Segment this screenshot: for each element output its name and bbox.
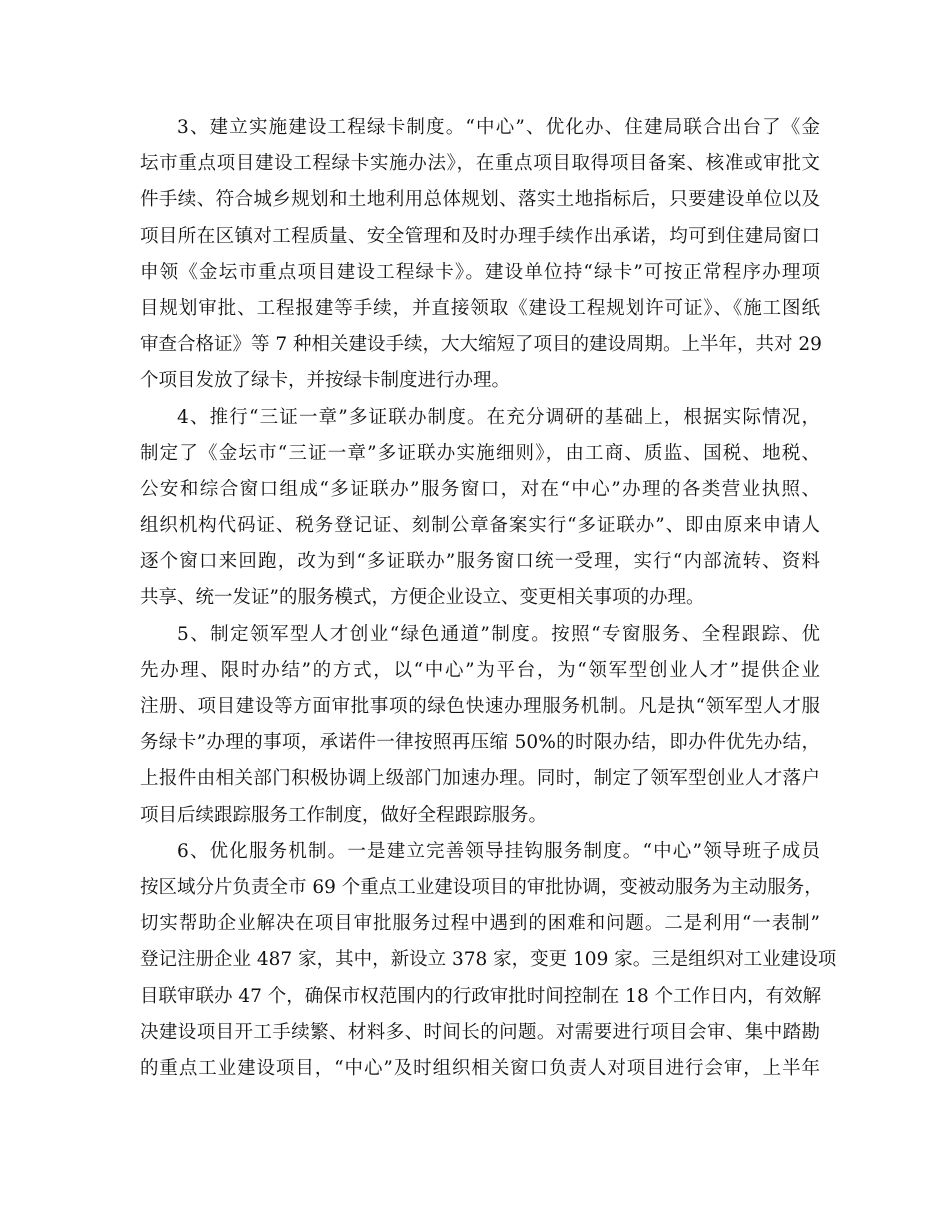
paragraph-line: 目规划审批、工程报建等手续，并直接领取《建设工程规划许可证》、《施工图纸 [140, 297, 820, 319]
paragraph-first-line: 6、优化服务机制。一是建立完善领导挂钩服务制度。“中心”领导班子成员 [177, 840, 820, 862]
paragraph-line: 共享、统一发证”的服务模式，方便企业设立、变更相关事项的办理。 [140, 587, 705, 609]
paragraph-line: 务绿卡”办理的事项，承诺件一律按照再压缩 50%的时限办结，即办件优先办结， [140, 732, 820, 754]
document-body [140, 110, 837, 1087]
paragraph-line: 项目后续跟踪服务工作制度，做好全程跟踪服务。 [140, 804, 548, 826]
paragraph-line: 坛市重点项目建设工程绿卡实施办法》，在重点项目取得项目备案、核准或审批文 [140, 153, 820, 175]
paragraph-line: 登记注册企业 487 家，其中，新设立 378 家，变更 109 家。三是组织对工业建设项 [140, 949, 837, 971]
paragraph-first-line: 4、推行“三证一章”多证联办制度。在充分调研的基础上，根据实际情况， [177, 406, 820, 428]
paragraph-line: 先办理、限时办结”的方式，以“中心”为平台，为“领军型创业人才”提供企业 [140, 659, 820, 681]
paragraph-line: 个项目发放了绿卡，并按绿卡制度进行办理。 [140, 370, 511, 392]
paragraph-line: 目联审联办 47 个，确保市权范围内的行政审批时间控制在 18 个工作日内，有效解 [140, 985, 822, 1007]
paragraph-first-line: 5、制定领军型人才创业“绿色通道”制度。按照“专窗服务、全程跟踪、优 [177, 623, 820, 645]
paragraph-line: 组织机构代码证、税务登记证、刻制公章备案实行“多证联办”、即由原来申请人 [140, 515, 820, 537]
paragraph-line: 审查合格证》等 7 种相关建设手续，大大缩短了项目的建设周期。上半年，共对 29 [140, 334, 822, 356]
paragraph-line: 按区域分片负责全市 69 个重点工业建设项目的审批协调，变被动服务为主动服务， [140, 876, 823, 898]
paragraph-line: 上报件由相关部门积极协调上级部门加速办理。同时，制定了领军型创业人才落户 [140, 768, 820, 790]
paragraph-line: 切实帮助企业解决在项目审批服务过程中遇到的困难和问题。二是利用“一表制” [140, 913, 820, 935]
paragraph-line: 注册、项目建设等方面审批事项的绿色快速办理服务机制。凡是执“领军型人才服 [140, 696, 820, 717]
paragraph-line: 制定了《金坛市“三证一章”多证联办实施细则》，由工商、质监、国税、地税、 [140, 442, 820, 464]
paragraph-first-line: 3、建立实施建设工程绿卡制度。“中心”、优化办、住建局联合出台了《金 [177, 117, 820, 138]
paragraph-line: 公安和综合窗口组成“多证联办”服务窗口，对在“中心”办理的各类营业执照、 [140, 478, 820, 500]
paragraph-line: 申领《金坛市重点项目建设工程绿卡》。建设单位持“绿卡”可按正常程序办理项 [140, 261, 820, 283]
paragraph-line: 项目所在区镇对工程质量、安全管理和及时办理手续作出承诺，均可到住建局窗口 [140, 225, 820, 247]
paragraph-line: 决建设项目开工手续繁、材料多、时间长的问题。对需要进行项目会审、集中踏勘 [140, 1021, 820, 1043]
paragraph-line: 的重点工业建设项目，“中心”及时组织相关窗口负责人对项目进行会审，上半年 [140, 1057, 820, 1079]
paragraph-line: 逐个窗口来回跑，改为到“多证联办”服务窗口统一受理，实行“内部流转、资料 [140, 551, 820, 573]
paragraph-line: 件手续、符合城乡规划和土地利用总体规划、落实土地指标后，只要建设单位以及 [140, 189, 820, 211]
